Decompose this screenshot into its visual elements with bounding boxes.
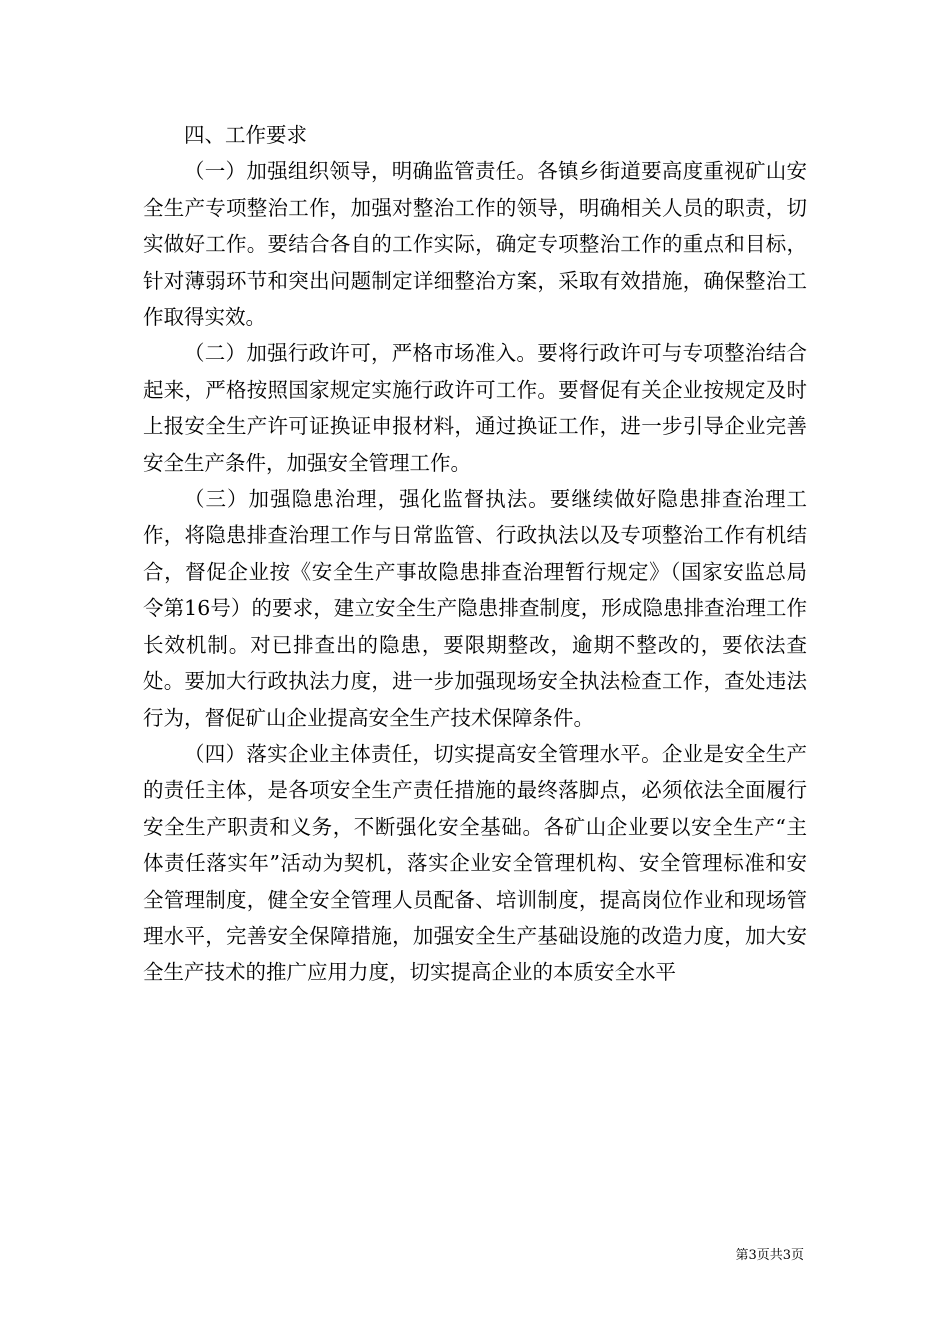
section-heading: 四、工作要求	[184, 123, 307, 147]
paragraph-1: （一）加强组织领导，明确监管责任。各镇乡街道要高度重视矿山安全生产专项整治工作，加强对整治工作的领导，明确相关人员的职责，切实做好工作。要结合各自的工作实际，确定专项整治工作的重点和目标，针对薄弱环节和突出问题制定详细整治方案，采取有效措施，确保整治工作取得实效。	[143, 159, 807, 330]
document-body	[143, 117, 807, 991]
paragraph-2: （二）加强行政许可，严格市场准入。要将行政许可与专项整治结合起来，严格按照国家规定实施行政许可工作。要督促有关企业按规定及时上报安全生产许可证换证申报材料，通过换证工作，进一步引导企业完善安全生产条件，加强安全管理工作。	[143, 341, 807, 475]
page-number-footer: 第3页共3页	[735, 1248, 804, 1263]
paragraph-3: （三）加强隐患治理，强化监督执法。要继续做好隐患排查治理工作，将隐患排查治理工作与日常监管、行政执法以及专项整治工作有机结合，督促企业按《安全生产事故隐患排查治理暂行规定》（国家安监总局令第16号）的要求，建立安全生产隐患排查制度，形成隐患排查治理工作长效机制。对已排查出的隐患，要限期整改，逾期不整改的，要依法查处。要加大行政执法力度，进一步加强现场安全执法检查工作，查处违法行为，督促矿山企业提高安全生产技术保障条件。	[143, 487, 807, 730]
paragraph-4: （四）落实企业主体责任，切实提高安全管理水平。企业是安全生产的责任主体，是各项安全生产责任措施的最终落脚点，必须依法全面履行安全生产职责和义务，不断强化安全基础。各矿山企业要以安全生产“主体责任落实年”活动为契机，落实企业安全管理机构、安全管理标准和安全管理制度，健全安全管理人员配备、培训制度，提高岗位作业和现场管理水平，完善安全保障措施，加强安全生产基础设施的改造力度，加大安全生产技术的推广应用力度，切实提高企业的本质安全水平	[143, 741, 807, 985]
